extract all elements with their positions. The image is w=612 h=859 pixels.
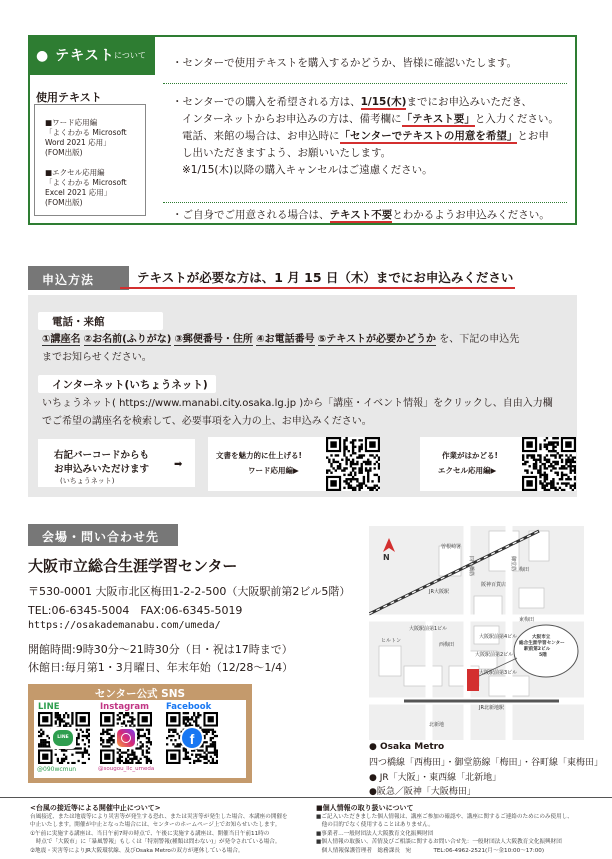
internet-instructions-2: でご希望の講座名を検索して、必要事項を入力の上、お申込みください。 xyxy=(42,416,372,427)
map-north: N xyxy=(383,553,390,562)
text-section-title-sub: について xyxy=(114,51,146,60)
venue-map xyxy=(369,526,584,740)
instagram-logo-icon xyxy=(117,729,135,747)
headline-underline xyxy=(120,287,515,289)
svg-text:梅田: 梅田 xyxy=(519,567,530,573)
excel-qr-code[interactable] xyxy=(522,437,576,491)
text-purchase-confirm: ・センターで使用テキストを購入するかどうか、皆様に確認いたします。 xyxy=(172,57,518,69)
book-excel: ■エクセル応用編 「よくわかる Microsoft Excel 2021 応用」 (FOM出版) xyxy=(45,168,127,207)
svg-text:四つ橋筋: 四つ橋筋 xyxy=(468,556,474,577)
excel-qr-box: 作業がはかどる! エクセル応用編▶ xyxy=(420,437,575,491)
venue-section-label: 会場・問い合わせ先 xyxy=(28,524,178,546)
svg-text:西梅田: 西梅田 xyxy=(439,642,455,648)
svg-text:JR北新地駅: JR北新地駅 xyxy=(479,705,504,711)
deadline-date: 1/15(木) xyxy=(360,96,407,108)
svg-text:ヒルトン: ヒルトン xyxy=(381,638,402,644)
text-purchase-instructions: ・センターでの購入を希望される方は、1/15(木)までにお申込みいただき、 インターネットからお申込みの方は、備考欄に「テキスト要」と入力ください。 電話、来館の場合は、お申込時に「センターでテキストの用意を希望」とお申 し出いただきますよう、お願いいたします。 ※1/15(木)以降の購入キャンセルはご遠慮ください。 xyxy=(172,96,559,176)
transit-metro-title: ● Osaka Metro xyxy=(369,742,445,752)
book-word: ■ワード応用編 「よくわかる Microsoft Word 2021 応用」 (FOM出版) xyxy=(45,118,127,157)
apply-section-label: 申込方法 xyxy=(28,266,129,290)
divider xyxy=(163,202,567,203)
text-section-label xyxy=(28,35,155,75)
svg-text:北新地: 北新地 xyxy=(429,722,445,728)
typhoon-notice-text: 台風接近、または地震等により災害等が発生する恐れ、または災害等が発生した場合、本講座の開催を 中止いたします。開催が中止となった場合には、センターのホームページ上でお知らせいたします。 ①午前に実施する講座は、当日午前7時の時点で、午後に実施する講座は、開催当日午前11時の 時点で「大阪市」に「暴風警報」もしくは「特別警報(種類は問わない)」が発令されている場合。 ②地震・災害等によりJR大阪環状線、及びOsaka Metroの双方が運休している場合。 xyxy=(30,814,288,854)
arrow-right-icon: ➡ xyxy=(174,459,183,470)
facebook-label: Facebook xyxy=(166,702,212,712)
venue-address: 〒530-0001 大阪市北区梅田1-2-2-500（大阪駅前第2ビル5階） xyxy=(28,585,351,598)
north-arrow-icon xyxy=(383,538,395,552)
line-id: @090wcmun xyxy=(37,766,77,773)
venue-closed-days: 休館日:毎月第1・3月曜日、年末年始（12/28～1/4） xyxy=(28,661,294,674)
line-logo-icon: LINE xyxy=(53,730,73,746)
privacy-text: ■ご記入いただきました個人情報は、講座ご参加の確認や、講座に関するご連絡のためにのみ使用し、 他の目的でなく使用することはありません。 ■事業者…一般財団法人大阪教育文化振興財団 ■個人情報の取扱い、苦情及びご相談に関するお問い合せ先：一般財団法人大阪教育文化振興財団 個人情報保護管理者 総務課長 宛 TEL:06-4962-2521(月～金10:00～17:00) xyxy=(316,814,573,854)
instagram-label: Instagram xyxy=(100,702,149,712)
apply-headline: テキストが必要な方は、1 月 15 日（木）までにお申込みください xyxy=(137,270,514,285)
word-qr-code[interactable] xyxy=(326,437,380,491)
svg-text:大阪駅前第1ビル: 大阪駅前第1ビル xyxy=(409,626,448,632)
venue-name: 大阪市立総合生涯学習センター xyxy=(28,557,238,575)
venue-tel-fax: TEL:06-6345-5004 FAX:06-6345-5019 xyxy=(28,604,243,617)
svg-text:大阪駅前第2ビル: 大阪駅前第2ビル xyxy=(475,652,514,658)
svg-text:大阪駅前第4ビル: 大阪駅前第4ビル xyxy=(479,634,518,640)
svg-text:御堂筋: 御堂筋 xyxy=(510,556,516,572)
phone-visit-title: 電話・来館 xyxy=(38,312,163,330)
transit-hankyu: ●阪急／阪神「大阪梅田」 xyxy=(369,787,476,797)
svg-text:阪神百貨店: 阪神百貨店 xyxy=(481,582,507,588)
text-self-prepared: ・ご自身でご用意される場合は、テキスト不要とわかるようお申込みください。 xyxy=(172,209,550,221)
svg-text:東梅田: 東梅田 xyxy=(519,617,535,623)
svg-text:JR大阪駅: JR大阪駅 xyxy=(429,589,449,595)
venue-hours: 開館時間:9時30分～21時30分（日・祝は17時まで） xyxy=(28,643,293,656)
text-book-list xyxy=(34,104,146,216)
svg-text:大阪駅前第3ビル: 大阪駅前第3ビル xyxy=(479,670,518,676)
instagram-id: @sougou_llc_umeda xyxy=(98,766,155,772)
qr-prompt-box: 右記バーコードからも お申込みいただけます (いちょうネット) ➡ xyxy=(38,439,195,487)
svg-text:曽根崎署: 曽根崎署 xyxy=(441,544,462,550)
internet-title: インターネット(いちょうネット) xyxy=(38,375,216,393)
phone-required-items: ①講座名 ②お名前(ふりがな) ③郵便番号・住所 ④お電話番号 ⑤テキストが必要かどうか を、下記の申込先 xyxy=(42,334,520,345)
typhoon-notice-title: <台風の接近等による開催中止について> xyxy=(30,804,161,812)
word-qr-box: 文書を魅力的に仕上げる! ワード応用編▶ xyxy=(208,437,376,491)
transit-metro-lines: 四つ橋線「西梅田」・御堂筋線「梅田」・谷町線「東梅田」 xyxy=(369,758,604,768)
facebook-logo-icon: f xyxy=(182,728,202,748)
transit-jr: ● JR「大阪」・東西線「北新地」 xyxy=(369,773,502,783)
line-label: LINE xyxy=(38,702,60,712)
footer-divider xyxy=(0,797,612,798)
text-section-title: ● テキスト xyxy=(36,48,115,64)
venue-marker-icon xyxy=(467,669,479,691)
internet-instructions-1: いちょうネット( https://www.manabi.city.osaka.lg.jp )から「講座・イベント情報」をクリックし、自由入力欄 xyxy=(42,398,553,409)
phone-note: までお知らせください。 xyxy=(42,352,152,363)
divider xyxy=(163,83,567,84)
sns-title: センター公式 SNS xyxy=(94,688,186,700)
text-used-title: 使用テキスト xyxy=(36,91,102,104)
svg-text:大阪市立 総合生涯学習センター: 大阪市立 総合生涯学習センター 駅前第2ビル 5階 xyxy=(519,635,565,658)
privacy-title: ■個人情報の取り扱いについて xyxy=(316,804,414,812)
venue-url[interactable]: https://osakademanabu.com/umeda/ xyxy=(28,620,221,631)
